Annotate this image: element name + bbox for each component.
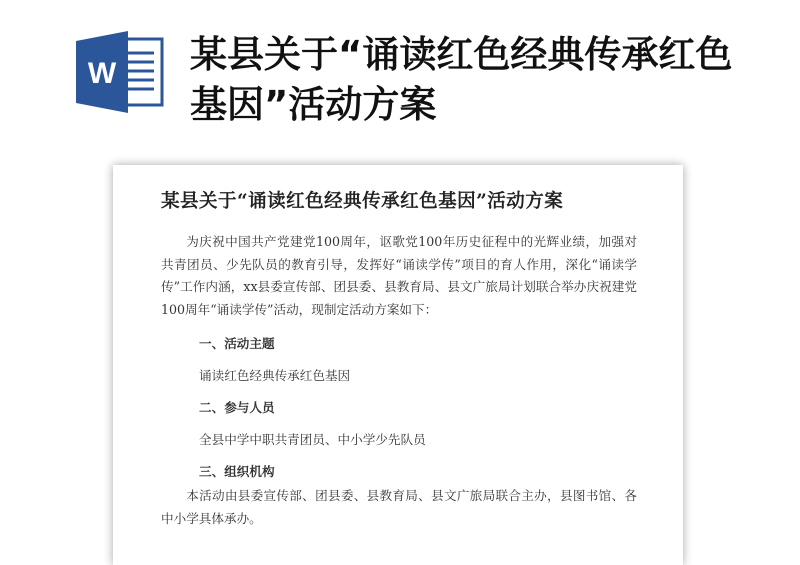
section-heading-organization: 三、组织机构 — [199, 464, 275, 479]
document-title: 某县关于“诵读红色经典传承红色基因”活动方案 — [161, 191, 564, 212]
page-title: 某县关于“诵读红色经典传承红色基因”活动方案 — [190, 33, 733, 126]
header — [0, 0, 800, 150]
document-page — [113, 165, 683, 565]
intro-paragraph: 为庆祝中国共产党建党100周年，讴歌党100年历史征程中的光辉业绩，加强对共青团员、少先队员的教育引导，发挥好“诵读学传”项目的育人作用，深化“诵读学传”工作内涵，xx县委宣传部、团县委、县教育局、县文广旅局计划联合举办庆祝建党100周年“诵读学传”活动，现制定活动方案如下： — [161, 234, 637, 317]
section-heading-participants: 二、参与人员 — [199, 400, 275, 415]
word-icon — [76, 31, 164, 113]
word-icon-letter: W — [87, 57, 117, 90]
sections — [161, 165, 637, 565]
section-heading-theme: 一、活动主题 — [199, 336, 275, 351]
section-content-participants: 全县中学中职共青团员、中小学少先队员 — [199, 432, 426, 447]
section-content-theme: 诵读红色经典传承红色基因 — [199, 368, 351, 383]
section-content-organization: 本活动由县委宣传部、团县委、县教育局、县文广旅局联合主办，县图书馆、各中小学具体承办。 — [161, 488, 637, 526]
